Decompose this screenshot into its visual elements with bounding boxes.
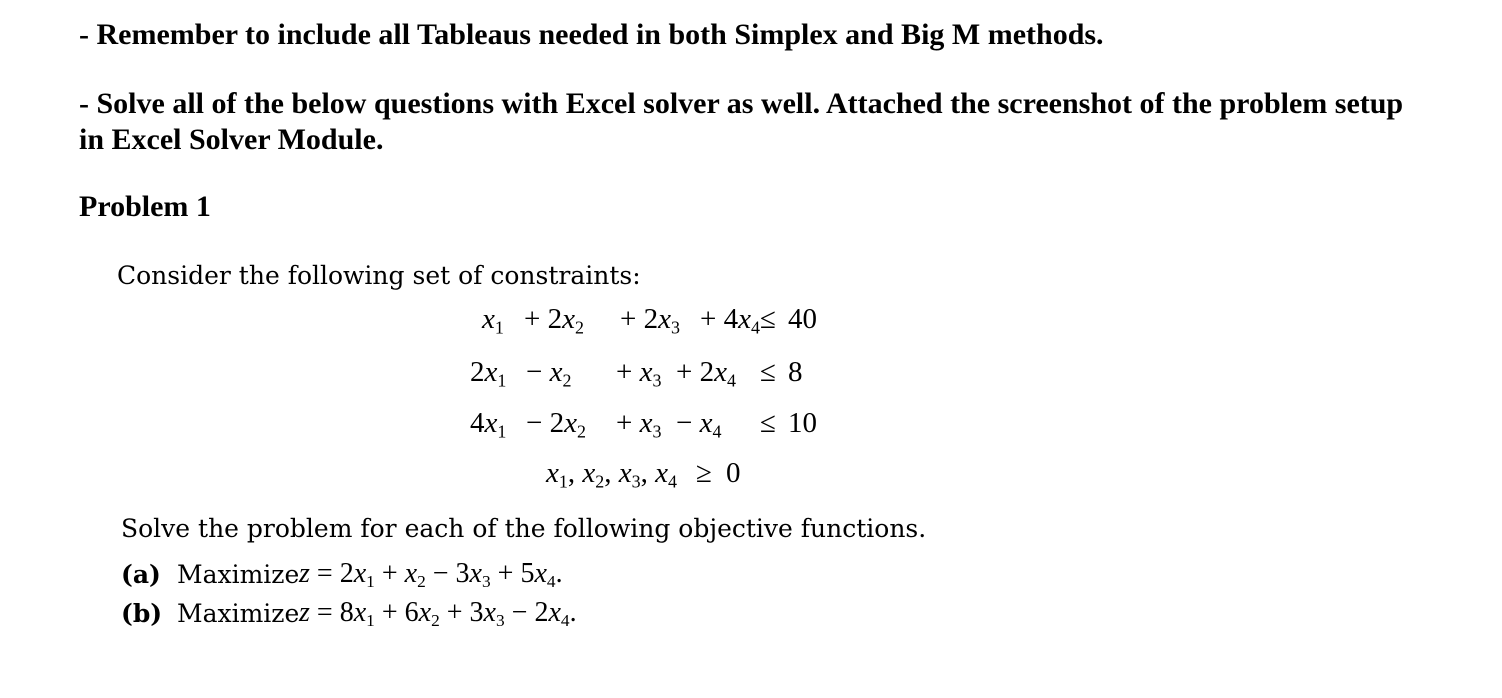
relation: ≥ <box>696 457 712 489</box>
term: + $2x_2$ <box>524 303 584 338</box>
relation: ≤ <box>760 407 776 439</box>
rhs: 0 <box>726 457 741 489</box>
rhs: 10 <box>788 407 817 439</box>
term: + $x_3$ <box>616 356 662 391</box>
rhs: 40 <box>788 303 817 335</box>
constraints-intro: Consider the following set of constraints: <box>117 261 641 290</box>
constraint-row-3 <box>470 407 840 447</box>
solve-instruction: Solve the problem for each of the following objective functions. <box>121 514 927 543</box>
instruction-tableaus: - Remember to include all Tableaus needed in both Simplex and Big M methods. <box>79 18 1104 51</box>
variables: $x_1$, $x_2$, $x_3$, $x_4$ <box>546 457 677 492</box>
term: − $x_2$ <box>526 356 572 391</box>
objective-expression: $z = 2x_1 + x_2 - 3x_3 + 5x_4$. <box>299 558 563 592</box>
objective-text: Maximize <box>177 560 300 589</box>
relation: ≤ <box>760 356 776 388</box>
relation: ≤ <box>760 303 776 335</box>
objective-label: (b) <box>121 599 163 628</box>
term: + $2x_3$ <box>620 303 680 338</box>
objective-label: (a) <box>121 560 161 589</box>
term: $4x_1$ <box>470 407 507 442</box>
term: $x_1$ <box>482 303 504 338</box>
nonnegativity-row <box>546 457 766 497</box>
term: $2x_1$ <box>470 356 507 391</box>
instruction-excel-solver: - Solve all of the below questions with Excel solver as well. Attached the screenshot of the problem setup in Excel Solver Module. <box>79 87 1404 156</box>
objective-expression: $z = 8x_1 + 6x_2 + 3x_3 - 2x_4$. <box>299 597 577 631</box>
term: − $2x_2$ <box>526 407 586 442</box>
term: + $2x_4$ <box>676 356 736 391</box>
term: + $x_3$ <box>616 407 662 442</box>
problem-heading: Problem 1 <box>79 190 211 223</box>
constraint-row-1 <box>480 303 840 343</box>
term: + $4x_4$ <box>700 303 760 338</box>
objective-text: Maximize <box>177 599 300 628</box>
rhs: 8 <box>788 356 803 388</box>
constraint-row-2 <box>470 356 840 396</box>
term: − $x_4$ <box>676 407 722 442</box>
